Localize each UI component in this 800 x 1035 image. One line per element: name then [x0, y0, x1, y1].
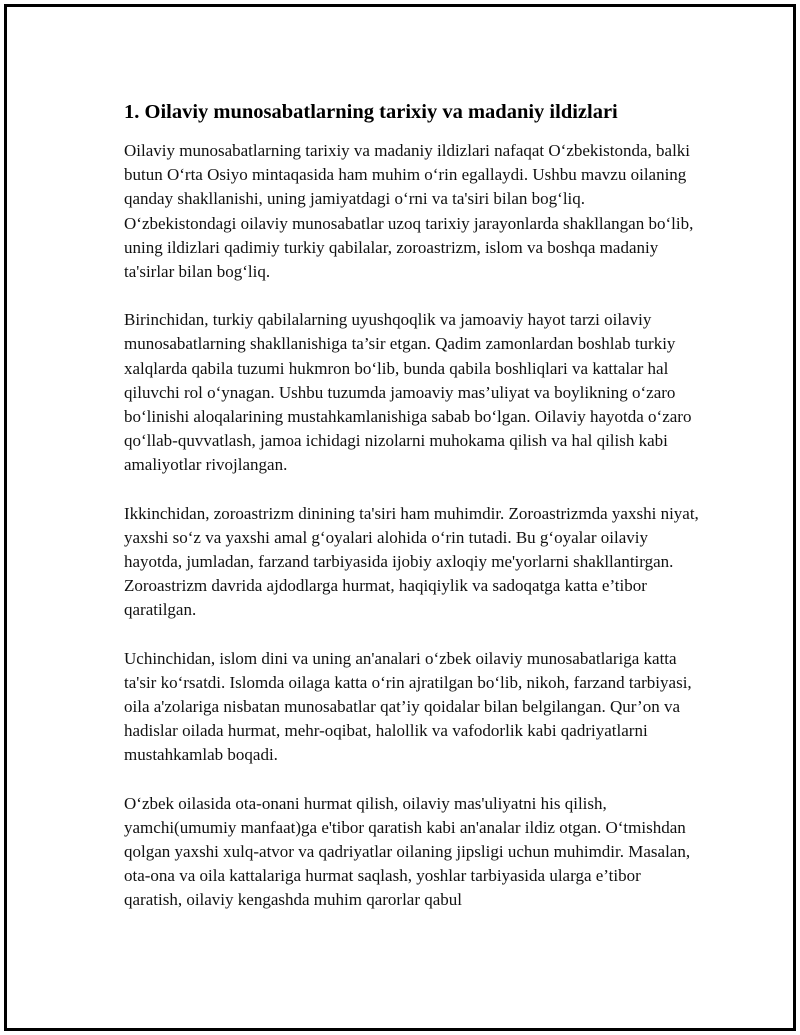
paragraph-5: O‘zbek oilasida ota-onani hurmat qilish, oilaviy mas'uliyatni his qilish, yamchi(umumiy manfaat)ga e'tibor qaratish kabi an'analar ildiz otgan. O‘tmishdan qolgan yaxshi xulq-atvor va qadriyatlar oilaning jipsligi uchun muhimdir. Masalan, ota-ona va oila kattalariga hurmat saqlash, yoshlar tarbiyasida ularga e’tibor qaratish, oilaviy kengashda muhim qarorlar qabul — [124, 793, 691, 910]
paragraph-1: Oilaviy munosabatlarning tarixiy va madaniy ildizlari nafaqat O‘zbekistonda, balki butun O‘rta Osiyo mintaqasida ham muhim o‘rin egallaydi. Ushbu mavzu oilaning qanday shakllanishi, uning jamiyatdagi o‘rni va ta'siri bilan bog‘liq. O‘zbekistondagi oilaviy munosabatlar uzoq tarixiy jarayonlarda shakllangan bo‘lib, uning ildizlari qadimiy turkiy qabilalar, zoroastrizm, islom va boshqa madaniy ta'sirlar bilan bog‘liq. — [124, 141, 694, 282]
paragraph-4: Uchinchidan, islom dini va uning an'analari o‘zbek oilaviy munosabatlariga katta ta'sir ko‘rsatdi. Islomda oilaga katta o‘rin ajratilgan bo‘lib, nikoh, farzand tarbiyasi, oila a'zolariga nisbatan munosabatlar qat’iy qoidalar bilan belgilangan. Qur’on va hadislar oilada hurmat, mehr-oqibat, halollik va vafodorlik kabi qadriyatlarni mustahkamlab boqadi. — [124, 648, 692, 765]
section-title: 1. Oilaviy munosabatlarning tarixiy va madaniy ildizlari — [124, 101, 618, 123]
page-frame — [4, 4, 796, 1031]
document-body — [124, 99, 699, 937]
paragraph-3: Ikkinchidan, zoroastrizm dinining ta'siri ham muhimdir. Zoroastrizmda yaxshi niyat, yaxshi so‘z va yaxshi amal g‘oyalari alohida o‘rin tutadi. Bu g‘oyalar oilaviy hayotda, jumladan, farzand tarbiyasida ijobiy axloqiy me'yorlarni shakllantirgan. Zoroastrizm davrida ajdodlarga hurmat, haqiqiylik va sadoqatga katta e’tibor qaratilgan. — [124, 503, 699, 620]
paragraph-2: Birinchidan, turkiy qabilalarning uyushqoqlik va jamoaviy hayot tarzi oilaviy munosabatlarning shakllanishiga ta’sir etgan. Qadim zamonlardan boshlab turkiy xalqlarda qabila tuzumi hukmron bo‘lib, bunda qabila boshliqlari va kattalar hal qiluvchi rol o‘ynagan. Ushbu tuzumda jamoaviy mas’uliyat va boylikning o‘zaro bo‘linishi aloqalarining mustahkamlanishiga sabab bo‘lgan. Oilaviy hayotda o‘zaro qo‘llab-quvvatlash, jamoa ichidagi nizolarni muhokama qilish va hal qilish kabi amaliyotlar rivojlangan. — [124, 310, 692, 475]
